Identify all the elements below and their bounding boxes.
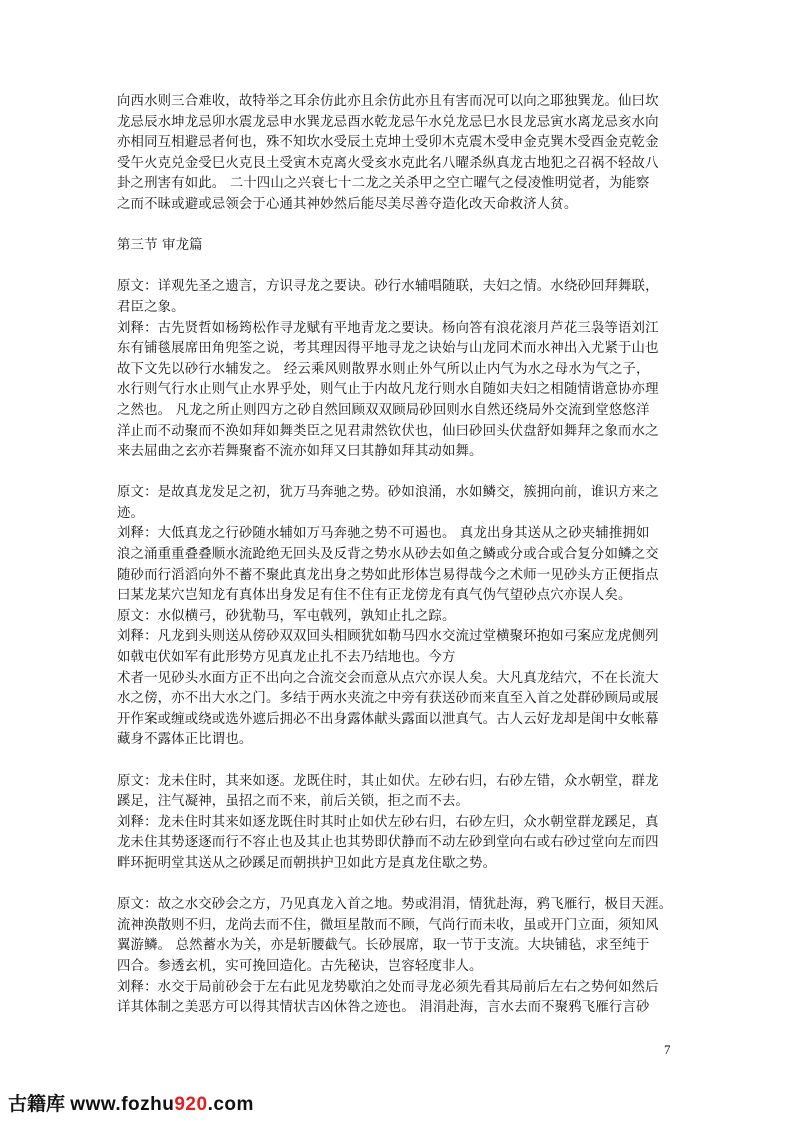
text-line: 刘释：大低真龙之行砂随水辅如万马奔驰之势不可遏也。 真龙出身其送从之砂夹辅推拥如 xyxy=(117,526,650,542)
text-line: 原文：故之水交砂会之方，乃见真龙入首之地。势或涓涓，情犹赴海，鸦飞雁行，极目天涯。 xyxy=(117,897,673,913)
text-line: 详其体制之美恶方可以得其情状吉凶休咎之迹也。 涓涓赴海，言水去而不聚鸦飞雁行言砂 xyxy=(117,1000,650,1016)
text-line: 藏身不露体正比谓也。 xyxy=(117,732,253,748)
text-line: 术者一见砂头水面方正不出向之合流交会而意从点穴亦误人矣。大凡真龙结穴，不在长流大 xyxy=(117,670,659,686)
paragraph xyxy=(117,92,677,216)
text-line: 蹊足，注气凝神，虽招之而不来，前后关锁，拒之而不去。 xyxy=(117,794,470,810)
text-line: 如戟屯伏如军有此形势方见真龙止扎不去乃结地也。今方 xyxy=(117,650,456,666)
footer-watermark xyxy=(8,1089,308,1119)
text-line: 刘释：古先贤哲如杨筠松作寻龙赋有平地青龙之要诀。杨向答有浪花滚月芦花三袅等语刘江 xyxy=(117,320,659,336)
text-line: 故下文先以砂行水辅发之。 经云乘风则散界水则止外气所以止内气为水之母水为气之子， xyxy=(117,361,650,377)
text-line: 开作案或缠或绕或选外遮后拥必不出身露体献头露面以泄真气。古人云好龙却是闺中女帐幕 xyxy=(117,711,659,727)
text-line: 畔环扼明堂其送从之砂蹊足而朝拱护卫如此方是真龙住歇之势。 xyxy=(117,855,497,871)
text-line: 卦之刑害有如此。 二十四山之兴衰七十二龙之关杀甲之空亡曜气之侵凌惟明觉者，为能察 xyxy=(117,176,650,192)
text-line: 受午火克兑金受巳火克艮土受寅木克离火受亥水克此名八曜杀纵真龙古地犯之召祸不轻故八 xyxy=(117,155,659,171)
text-line: 君臣之象。 xyxy=(117,299,185,315)
paragraph xyxy=(117,277,677,462)
text-line: 随砂而行滔滔向外不蓄不聚此真龙出身之势如此形体岂易得哉今之术师一见砂头方正便指点 xyxy=(117,567,659,583)
paragraph xyxy=(117,895,677,1019)
text-line: 翼游鳞。 总然蓄水为关，亦是斩腰截气。长砂展席，取一节于支流。大块铺毡，求至纯于 xyxy=(117,938,650,954)
text-line: 刘释：凡龙到头则送从傍砂双双回头相顾犹如勒马四水交流过堂横聚环抱如弓案应龙虎侧列 xyxy=(117,629,659,645)
text-line: 东有铺毯展席田角兜筌之说，考其理因得平地寻龙之诀始与山龙同术而水神出入尤紧于山也 xyxy=(117,341,659,357)
paragraph xyxy=(117,772,677,875)
text-line: 迹。 xyxy=(117,505,145,521)
text-line: 洋止而不动聚而不涣如拜如舞类臣之见君肃然钦伏也，仙曰砂回头伏盘舒如舞拜之象而水之 xyxy=(117,423,659,439)
text-line: 龙未住其势逐逐而行不容止也及其止也其势即伏静而不动左砂到堂向右或右砂过堂向左而四 xyxy=(117,835,659,851)
text-line: 曰某龙某穴岂知龙有真体出身发足有住不住有正龙傍龙有真气伪气望砂点穴亦误人矣。 xyxy=(117,588,632,604)
section-heading xyxy=(117,236,677,257)
text-line: 水之傍，亦不出大水之门。多结于两水夹流之中旁有获送砂而来直至入首之处群砂顾局或展 xyxy=(117,691,659,707)
text-line: 原文：龙未住时，其来如逐。龙既住时，其止如伏。左砂右归，右砂左错，众水朝堂，群龙 xyxy=(117,773,659,789)
text-line: 龙忌辰水坤龙忌卯水震龙忌申水巽龙忌酉水乾龙忌午水兑龙忌巳水艮龙忌寅水离龙忌亥水向 xyxy=(117,114,659,130)
text-line: 来去屈曲之玄亦若舞聚畜不流亦如拜又曰其静如拜其动如舞。 xyxy=(117,444,483,460)
text-line: 之然也。 凡龙之所止则四方之砂自然回顾双双顾局砂回则水自然还绕局外交流到堂悠悠洋 xyxy=(117,402,650,418)
text-line: 四合。参透玄机，实可挽回造化。古先秘诀，岂容轻度非人。 xyxy=(117,958,483,974)
text-line: 第三节 审龙篇 xyxy=(117,238,203,254)
text-line: 之而不昧或避或忌领会于心通其神妙然后能尽美尽善夺造化改天命救济人贫。 xyxy=(117,196,578,212)
footer-brand: 古籍库 xyxy=(8,1094,66,1115)
text-line: 向西水则三合难收，故特举之耳余仿此亦且余仿此亦且有害而况可以向之耶独巽龙。仙曰坎 xyxy=(117,94,659,109)
text-line: 原文：是故真龙发足之初，犹万马奔驰之势。砂如浪涌，水如鳞交，簇拥向前，谁识方来之 xyxy=(117,485,659,501)
text-line: 水行则气行水止则气止水界乎处，则气止于内故凡龙行则水自随如夫妇之相随情谐意协亦理 xyxy=(117,382,659,398)
page-number: 7 xyxy=(664,1042,671,1057)
text-line: 刘释：龙未住时其来如逐龙既住时其时止如伏左砂右归，右砂左归，众水朝堂群龙蹊足，真 xyxy=(117,814,659,830)
text-line: 刘释：水交于局前砂会于左右此见龙势歇泊之处而寻龙必须先看其局前后左右之势何如然后 xyxy=(117,979,659,995)
text-line: 浪之涌重重叠叠顺水流跄绝无回头及反背之势水从砂去如鱼之鳞或分或合或合复分如鳞之交 xyxy=(117,547,659,563)
text-line: 原文：水似横弓，砂犹勒马，军屯戟列，孰知止扎之踪。 xyxy=(117,608,456,624)
text-line: 亦相同互相避忌者何也，殊不知坎水受辰土克坤土受卯木克震木受申金克巽木受酉金克乾金 xyxy=(117,135,659,151)
paragraph xyxy=(117,483,677,751)
document-body xyxy=(117,92,677,1039)
text-line: 流神涣散则不归，龙尚去而不住，微垣星散而不顾，气尚行而未收，虽或开门立面，须知风 xyxy=(117,917,659,933)
text-line: 原文：详观先圣之遗言，方识寻龙之要诀。砂行水辅唱随联，夫妇之情。水绕砂回拜舞联， xyxy=(117,279,659,295)
footer-site: www.fozhu920.com xyxy=(70,1094,254,1115)
